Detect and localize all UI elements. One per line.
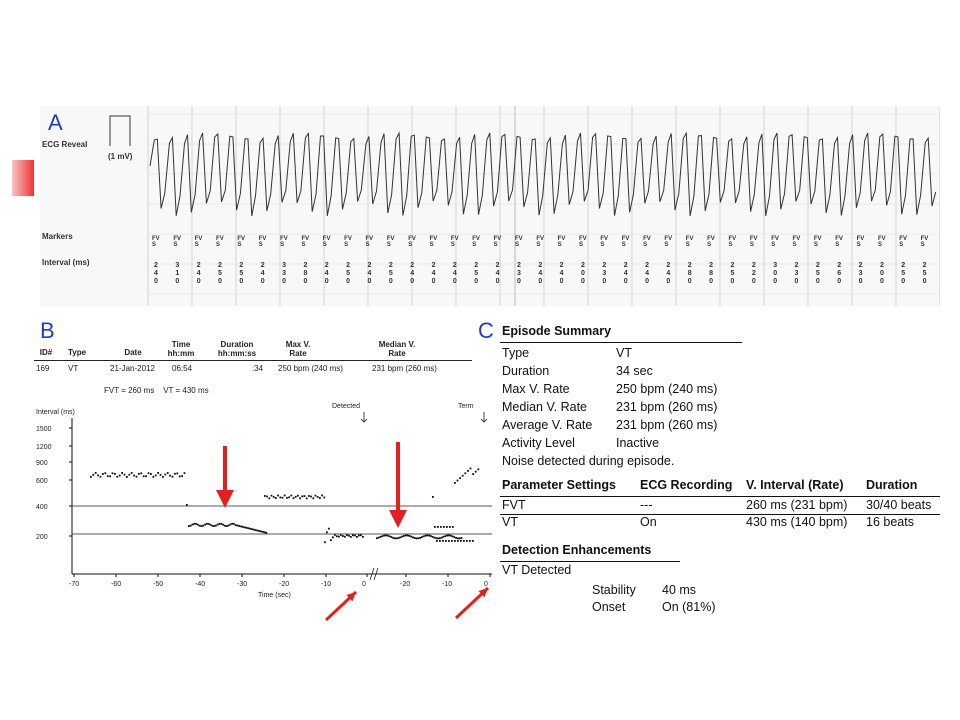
red-arrow-detected: [326, 592, 356, 620]
x-tick-label: 0: [362, 581, 366, 588]
ecg-reveal-label: ECG Reveal: [42, 140, 88, 149]
interval-value: 310: [175, 262, 180, 285]
marker-fvs: FVS: [728, 236, 737, 248]
marker-fvs: FVS: [877, 236, 886, 248]
interval-dots: [90, 468, 479, 544]
vt-duration: 16 beats: [866, 515, 914, 529]
x-tick-label: -10: [321, 581, 332, 588]
fvt-ecg: ---: [640, 498, 653, 512]
interval-value: 250: [730, 262, 735, 285]
hdr-v-interval: V. Interval (Rate): [746, 478, 844, 492]
episode-field-label: Duration: [502, 364, 550, 378]
interval-value: 230: [516, 262, 521, 285]
episode-field-label: Max V. Rate: [502, 382, 570, 396]
hdr-max-rate: Max V. Rate: [285, 340, 311, 358]
b-header-rule: [34, 360, 472, 361]
episode-field-value: Inactive: [616, 436, 660, 450]
x-tick-label: -50: [153, 581, 164, 588]
interval-value: 240: [431, 262, 436, 285]
onset-label: Onset: [592, 600, 626, 614]
marker-fvs: FVS: [600, 236, 609, 248]
marker-fvs: FVS: [707, 236, 715, 248]
marker-fvs: FVS: [237, 236, 246, 248]
hdr-parameter-settings: Parameter Settings: [502, 478, 616, 492]
marker-fvs: FVS: [771, 236, 779, 248]
interval-value: 200: [581, 262, 585, 285]
marker-fvs: FVS: [408, 236, 416, 248]
y-tick-label: 400: [36, 504, 48, 511]
interval-value: 240: [623, 262, 628, 285]
interval-value: 200: [879, 262, 884, 285]
interval-value: 240: [324, 262, 329, 285]
x-tick-label: -20: [279, 581, 290, 588]
interval-value: 280: [687, 262, 692, 285]
interval-value: 250: [388, 262, 393, 285]
vt-ecg: On: [640, 515, 657, 529]
panel-c-letter: C: [478, 318, 494, 343]
episode-field-value: 231 bpm (260 ms): [616, 418, 718, 432]
marker-fvs: FVS: [344, 236, 352, 248]
interval-value: 220: [751, 262, 756, 285]
marker-fvs: FVS: [365, 236, 374, 248]
row-max-rate: 250 bpm (240 ms): [278, 364, 343, 373]
y-tick-label: 900: [36, 460, 48, 467]
episode-field-value: 231 bpm (260 ms): [616, 400, 718, 414]
hdr-id: ID#: [39, 348, 53, 357]
interval-value: 230: [794, 262, 799, 285]
calibration-pulse: [110, 116, 130, 146]
episode-field-label: Average V. Rate: [502, 418, 593, 432]
fvt-duration: 30/40 beats: [866, 498, 932, 512]
marker-fvs: FVS: [258, 236, 267, 248]
term-label: Term: [458, 403, 474, 410]
panel-b-letter: B: [40, 318, 55, 343]
row-median-rate: 231 bpm (260 ms): [372, 364, 437, 373]
y-tick-label: 200: [36, 534, 48, 541]
episode-field-value: 250 bpm (240 ms): [616, 382, 718, 396]
interval-value: 240: [452, 262, 457, 285]
interval-value: 250: [901, 262, 906, 285]
x-tick-label: 0: [484, 581, 488, 588]
marker-fvs: FVS: [664, 236, 673, 248]
ecg-waveform: [150, 133, 936, 216]
marker-fvs: FVS: [173, 236, 182, 248]
calibration-label: (1 mV): [108, 152, 133, 161]
marker-fvs: FVS: [579, 236, 587, 248]
row-type: VT: [68, 364, 79, 373]
hdr-median-rate: Median V. Rate: [378, 340, 416, 358]
pink-edge-mark: [12, 160, 34, 196]
hdr-ecg-recording: ECG Recording: [640, 478, 733, 492]
hdr-type: Type: [67, 348, 87, 357]
marker-fvs: FVS: [280, 236, 288, 248]
marker-fvs: FVS: [920, 236, 929, 248]
episode-field-label: Type: [502, 346, 530, 360]
marker-fvs: FVS: [685, 236, 694, 248]
marker-fvs: FVS: [493, 236, 502, 248]
stability-value: 40 ms: [662, 583, 697, 597]
red-arrow-onset: [216, 446, 234, 508]
marker-fvs: FVS: [472, 236, 480, 248]
interval-value: 240: [559, 262, 564, 285]
x-tick-label: -20: [400, 581, 411, 588]
marker-fvs: FVS: [749, 236, 758, 248]
interval-value: 240: [495, 262, 500, 285]
interval-value: 240: [666, 262, 671, 285]
interval-value: 240: [260, 262, 265, 285]
x-tick-label: -40: [195, 581, 206, 588]
marker-fvs: FVS: [856, 236, 865, 248]
hdr-date: Date: [124, 348, 142, 357]
x-tick-label: -70: [69, 581, 80, 588]
interval-value: 280: [709, 262, 714, 285]
interval-value: 240: [645, 262, 649, 285]
x-axis-title: Time (sec): [258, 592, 291, 599]
interval-value: 240: [538, 262, 543, 285]
interval-value: 240: [410, 262, 415, 285]
vt-detected: VT Detected: [502, 563, 572, 577]
row-date: 21-Jan-2012: [110, 364, 155, 373]
interval-value: 240: [196, 262, 201, 285]
interval-value: 280: [303, 262, 308, 285]
interval-value: 240: [154, 262, 158, 285]
params-rule: [500, 496, 940, 497]
interval-value: 230: [858, 262, 863, 285]
x-tick-label: -10: [442, 581, 453, 588]
red-arrow-term: [456, 588, 488, 618]
fvt-interval: 260 ms (231 bpm): [746, 498, 848, 512]
interval-row: [148, 262, 938, 288]
hdr-duration-col: Duration: [866, 478, 918, 492]
interval-value: 250: [815, 262, 820, 285]
onset-value: On (81%): [662, 600, 716, 614]
panel-a-letter: A: [48, 110, 63, 135]
interval-value: 300: [773, 262, 778, 285]
episode-field-label: Activity Level: [502, 436, 575, 450]
marker-fvs: FVS: [792, 236, 801, 248]
y-axis-title: Interval (ms): [36, 409, 75, 416]
episode-rule: [500, 342, 742, 343]
noise-note: Noise detected during episode.: [502, 454, 675, 468]
marker-fvs: FVS: [194, 236, 203, 248]
episode-field-value: VT: [616, 346, 632, 360]
marker-row: [148, 236, 938, 258]
detection-enhancements-title: Detection Enhancements: [502, 543, 652, 557]
episode-field-label: Median V. Rate: [502, 400, 588, 414]
episode-field-value: 34 sec: [616, 364, 653, 378]
marker-fvs: FVS: [152, 236, 160, 248]
marker-fvs: FVS: [813, 236, 822, 248]
vt-interval: 430 ms (140 bpm): [746, 515, 848, 529]
interval-value: 330: [282, 262, 286, 285]
interval-value: 260: [837, 262, 842, 285]
detected-label: Detected: [332, 403, 361, 410]
episode-summary-title: Episode Summary: [502, 324, 612, 338]
marker-fvs: FVS: [835, 236, 843, 248]
y-tick-label: 1200: [36, 444, 52, 451]
interval-value: 250: [474, 262, 479, 285]
stability-label: Stability: [592, 583, 636, 597]
interval-value: 230: [602, 262, 607, 285]
marker-fvs: FVS: [386, 236, 395, 248]
red-arrow-sustained: [389, 442, 407, 528]
vt-label: VT: [502, 515, 518, 529]
panel-b-interval-plot: [34, 318, 494, 630]
markers-label: Markers: [42, 232, 73, 241]
panel-a-ecg-strip: [40, 106, 940, 306]
enh-rule: [500, 561, 680, 562]
marker-fvs: FVS: [429, 236, 438, 248]
zone-settings: FVT = 260 ms VT = 430 ms: [104, 386, 209, 395]
interval-plot-svg: [34, 400, 494, 630]
interval-value: 240: [367, 262, 372, 285]
panel-c-episode-summary: [478, 318, 945, 622]
marker-fvs: FVS: [557, 236, 566, 248]
row-id: 169: [36, 364, 50, 373]
hdr-time: Time hh:mm: [167, 340, 195, 358]
y-tick-label: 600: [36, 478, 48, 485]
x-tick-label: -30: [237, 581, 248, 588]
marker-fvs: FVS: [450, 236, 459, 248]
marker-fvs: FVS: [643, 236, 651, 248]
row-time: 06:54: [172, 364, 193, 373]
interval-label: Interval (ms): [42, 258, 90, 267]
x-tick-label: -60: [111, 581, 122, 588]
interval-value: 250: [922, 262, 927, 285]
marker-fvs: FVS: [322, 236, 331, 248]
interval-value: 250: [239, 262, 244, 285]
marker-fvs: FVS: [899, 236, 907, 248]
marker-fvs: FVS: [536, 236, 544, 248]
marker-fvs: FVS: [514, 236, 523, 248]
marker-fvs: FVS: [621, 236, 630, 248]
marker-fvs: FVS: [301, 236, 310, 248]
marker-fvs: FVS: [216, 236, 224, 248]
fvt-label: FVT: [502, 498, 526, 512]
row-duration: :34: [252, 364, 264, 373]
interval-value: 250: [218, 262, 222, 285]
y-tick-label: 1500: [36, 426, 52, 433]
hdr-duration: Duration hh:mm:ss: [217, 340, 257, 358]
interval-value: 250: [346, 262, 351, 285]
